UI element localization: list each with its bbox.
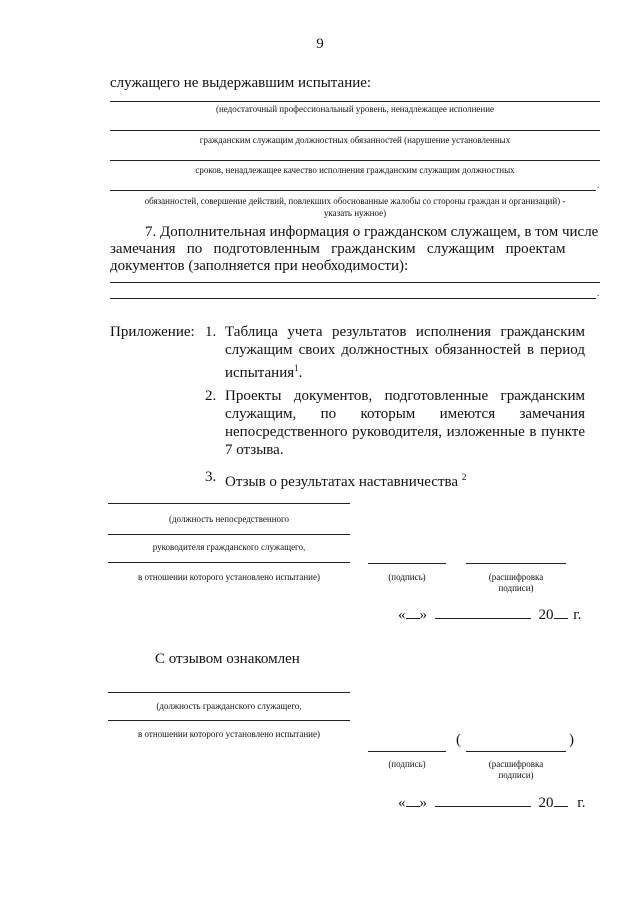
manager-hint-3: в отношении которого установлено испытание) [138,572,320,582]
reason-hint-3: сроков, ненадлежащее качество исполнения гражданским служащим должностных [195,165,515,175]
employee-paren-open: ( [456,732,461,748]
appendix-item-1 [225,323,585,382]
employee-decode-label-2: подписи) [498,770,534,780]
appendix-item-2-text: Проекты документов, подготовленные гражданским служащим, по которым имеются замечания непосредственного руководителя, изложенные в пункте 7 отзыва. [225,388,585,458]
manager-signature-line[interactable] [368,563,446,564]
month-field-2[interactable] [435,794,531,807]
section7-line-a[interactable] [110,282,600,283]
employee-decode-label-1: (расшифровка [488,759,544,769]
employee-date [398,794,585,812]
reason-hint-5: указать нужное) [323,208,387,218]
day-field-2[interactable] [406,794,420,807]
date-quote-open-2: « [398,795,406,811]
manager-position-line-3[interactable] [108,562,350,563]
manager-hint-2: руководителя гражданского служащего, [152,542,306,552]
reason-hint-4: обязанностей, совершение действий, повлекших обоснованные жалобы со стороны граждан и организаций) - [144,196,566,206]
month-field[interactable] [435,606,531,619]
section7-line-b[interactable] [110,298,596,299]
date-quote-close-2: » [419,795,427,811]
manager-position-line-1[interactable] [108,503,350,504]
manager-sign-label: (подпись) [388,572,426,582]
employee-decode-line[interactable] [466,751,566,752]
reason-line-2[interactable] [110,130,600,131]
reason-hint-1: (недостаточный профессиональный уровень, ненадлежащее исполнение [215,104,495,114]
appendix-item-1-num: 1. [205,324,217,340]
manager-decode-line[interactable] [466,563,566,564]
year-prefix-2: 20 [538,795,554,811]
manager-position-line-2[interactable] [108,534,350,535]
day-field[interactable] [406,606,420,619]
section7-line2: замечания по подготовленным гражданским служащим проектам [110,241,566,257]
reason-end-dot: . [597,180,600,190]
date-quote-open: « [398,607,406,623]
year-suffix-2: г. [577,795,586,811]
manager-hint-1: (должность непосредственного [168,514,289,524]
employee-paren-close: ) [569,732,574,748]
manager-decode-label-1: (расшифровка [488,572,544,582]
appendix-item-2-num: 2. [205,388,217,404]
section7-line1: 7. Дополнительная информация о гражданском служащем, в том числе [145,224,599,240]
reason-line-4[interactable] [110,190,596,191]
reason-line-3[interactable] [110,160,600,161]
manager-date [398,606,581,624]
footnote-1: 1 [294,363,299,373]
section7-end-dot: . [597,288,600,298]
acquainted-title: С отзывом ознакомлен [155,651,300,667]
employee-position-line-1[interactable] [108,692,350,693]
page-number: 9 [316,36,324,52]
reason-hint-2: гражданским служащим должностных обязанностей (нарушение установленных [199,135,511,145]
appendix-item-3-text: Отзыв о результатах наставничества [225,474,459,490]
employee-hint-2: в отношении которого установлено испытание) [138,729,320,739]
year-field[interactable] [554,606,568,619]
footnote-2: 2 [461,472,467,482]
appendix-item-3 [225,468,585,491]
manager-decode-label-2: подписи) [498,583,534,593]
reason-line-1[interactable] [110,101,600,102]
employee-signature-line[interactable] [368,751,446,752]
employee-position-line-2[interactable] [108,720,350,721]
year-prefix: 20 [538,607,554,623]
appendix-item-1-text: Таблица учета результатов исполнения гражданским служащим своих должностных обязанностей в период испытания [225,324,585,381]
year-field-2[interactable] [554,794,568,807]
employee-hint-1: (должность гражданского служащего, [156,701,302,711]
appendix-label: Приложение: [110,324,195,340]
appendix-item-3-num: 3. [205,469,217,485]
section7-line3: документов (заполняется при необходимости): [110,258,409,274]
appendix-item-1-tail: . [298,365,303,381]
intro-line: служащего не выдержавшим испытание: [110,75,372,91]
year-suffix: г. [573,607,582,623]
employee-sign-label: (подпись) [388,759,426,769]
date-quote-close: » [419,607,427,623]
